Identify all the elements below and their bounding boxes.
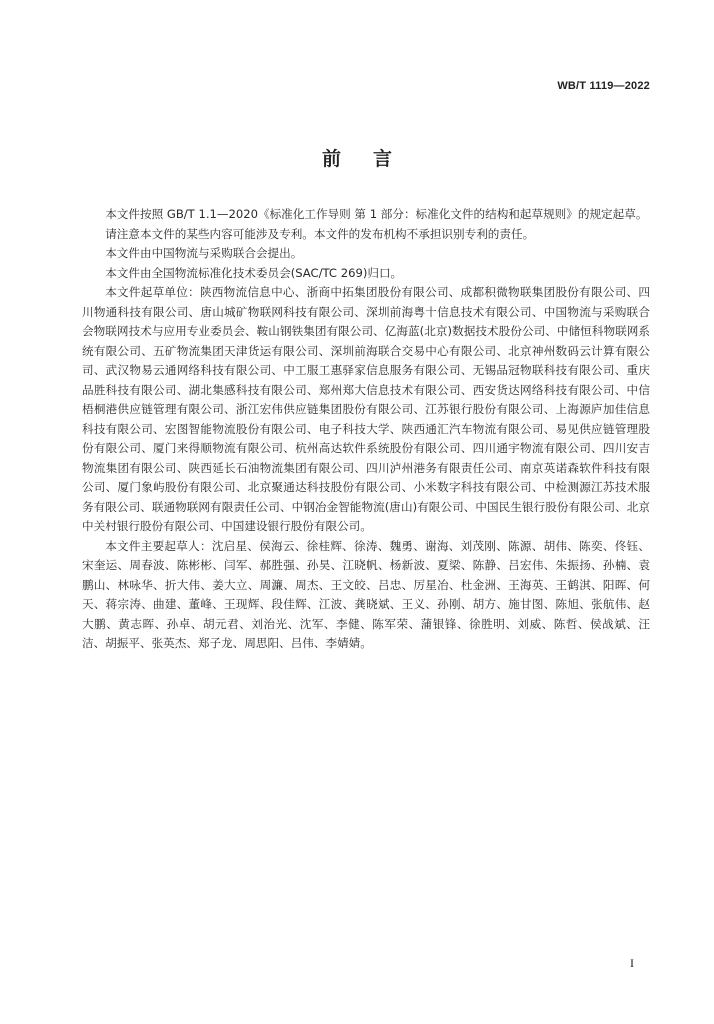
- paragraph-drafters: 本文件主要起草人：沈启星、侯海云、徐桂辉、徐涛、魏勇、谢海、刘茂刚、陈源、胡伟、陈奕、佟钰、宋奎运、周春波、陈彬彬、闫军、郝胜强、孙昊、江晓帆、杨新波、夏梁、陈静、吕宏伟、朱振扬、孙楠、袁鹏山、林咏华、折大伟、姜大立、周濂、周杰、王文皎、吕忠、厉星冶、杜金洲、王海英、王鹤淇、阳晖、何天、蒋宗涛、曲建、董峰、王现辉、段佳辉、江波、龚晓斌、王义、孙刚、胡方、施甘图、陈旭、张航伟、赵大鹏、黄志晖、孙卓、胡元君、刘治光、沈军、李健、陈军荣、蒲银锋、徐胜明、刘威、陈哲、侯战斌、汪洁、胡振平、张英杰、郑子龙、周思阳、吕伟、李婧婧。: [82, 538, 650, 650]
- standard-code: WB/T 1119—2022: [557, 80, 650, 92]
- paragraph-drafting-rules: 本文件按照 GB/T 1.1—2020《标准化工作导则 第 1 部分：标准化文件的结构和起草规则》的规定起草。: [105, 207, 648, 221]
- foreword-body: [82, 205, 650, 654]
- page-title: 前言: [321, 148, 424, 170]
- paragraph-committee: 本文件由全国物流标准化技术委员会(SAC/TC 269)归口。: [105, 265, 403, 280]
- page-number: I: [630, 956, 634, 970]
- paragraph-patent-notice: 请注意本文件的某些内容可能涉及专利。本文件的发布机构不承担识别专利的责任。: [105, 226, 535, 241]
- paragraph-drafting-units: 本文件起草单位：陕西物流信息中心、浙商中拓集团股份有限公司、成都积微物联集团股份有限公司、四川物通科技有限公司、唐山城矿物联网科技有限公司、深圳前海粤十信息技术有限公司、中国物流与采购联合会物联网技术与应用专业委员会、鞍山钢铁集团有限公司、亿海蓝(北京)数据技术股份公司、中储恒科物联网系统有限公司、五矿物流集团天津货运有限公司、深圳前海联合交易中心有限公司、北京神州数码云计算有限公司、武汉物易云通网络科技有限公司、中工服工惠驿家信息服务有限公司、无锡品冠物联科技有限公司、重庆品胜科技有限公司、湖北集感科技有限公司、郑州郑大信息技术有限公司、西安货达网络科技有限公司、中信梧桐港供应链管理有限公司、浙江宏伟供应链集团股份有限公司、江苏银行股份有限公司、上海源庐加佳信息科技有限公司、宏图智能物流股份有限公司、电子科技大学、陕西通汇汽车物流有限公司、易见供应链管理股份有限公司、厦门来得顺物流有限公司、杭州高达软件系统股份有限公司、四川通宇物流有限公司、四川安吉物流集团有限公司、陕西延长石油物流集团有限公司、四川泸州港务有限责任公司、南京英诺森软件科技有限公司、厦门象屿股份有限公司、北京聚通达科技股份有限公司、小米数字科技有限公司、中检测源江苏技术服务有限公司、联通物联网有限责任公司、中钢冶金智能物流(唐山)有限公司、中国民生银行股份有限公司、北京中关村银行股份有限公司、中国建设银行股份有限公司。: [82, 285, 650, 533]
- paragraph-proposer: 本文件由中国物流与采购联合会提出。: [105, 246, 303, 260]
